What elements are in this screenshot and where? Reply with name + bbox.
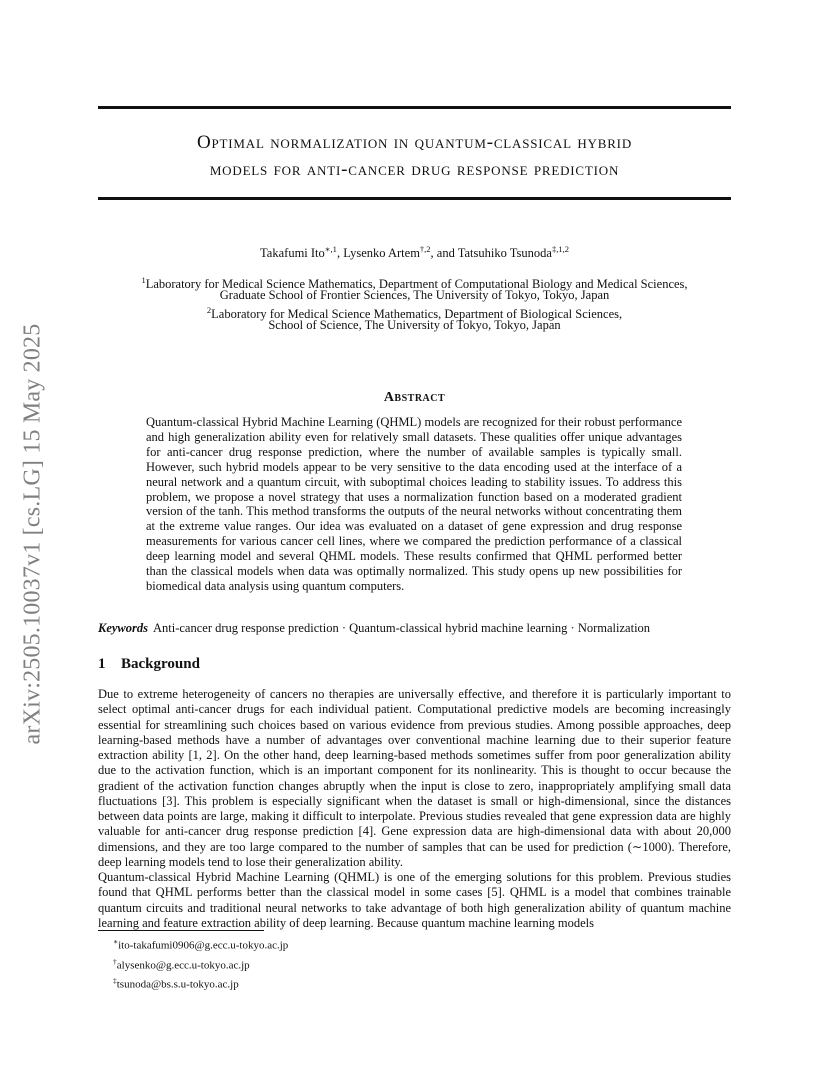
affiliation-2-line-1: $^2$Laboratory for Medical Science Mathematics, Department of Biological Sciences,	[206, 305, 623, 322]
keywords-label: Keywords	[98, 621, 148, 635]
footnote: †alysenko@g.ecc.u-tokyo.ac.jp	[113, 956, 250, 972]
footnote-email: tsunoda@bs.s.u-tokyo.ac.jp	[116, 978, 239, 991]
footnote-email: ito-takafumi0906@g.ecc.u-tokyo.ac.jp	[118, 939, 289, 952]
footnote-email: alysenko@g.ecc.u-tokyo.ac.jp	[116, 959, 250, 972]
author-mark: ∗,1	[324, 244, 337, 254]
author-separator: , and	[430, 246, 458, 261]
affiliation-number: 2	[206, 305, 212, 315]
arxiv-sidebar	[18, 294, 48, 774]
section-heading	[98, 656, 731, 673]
footnote: ‡tsunoda@bs.s.u-tokyo.ac.jp	[113, 976, 239, 991]
author-name: Tatsuhiko Tsunoda	[457, 246, 552, 261]
abstract-heading: Abstract	[383, 390, 446, 405]
section-body	[98, 687, 731, 931]
paper-title-line-1: Optimal normalization in quantum-classical hybrid	[196, 132, 633, 153]
title-bottom-rule	[98, 197, 731, 200]
author-mark: †,2	[419, 244, 431, 254]
keywords-line	[98, 621, 731, 636]
author-list	[98, 241, 731, 261]
footnotes	[113, 934, 288, 993]
section-number: 1	[98, 656, 106, 672]
footnote: ∗ito-takafumi0906@g.ecc.u-tokyo.ac.jp	[113, 937, 289, 952]
keywords-text: Anti-cancer drug response prediction · Quantum-classical hybrid machine learning · Normalization	[153, 621, 651, 635]
affiliation-2-line-2: School of Science, The University of Tokyo, Tokyo, Japan	[268, 318, 561, 332]
author-name: Lysenko Artem	[343, 246, 420, 261]
affiliation-1-line-1: $^1$Laboratory for Medical Science Mathematics, Department of Computational Biology and Medical Sciences,	[141, 275, 688, 292]
footnote-rule	[98, 930, 264, 931]
paper-title-line-2: models for anti-cancer drug response prediction	[209, 159, 620, 180]
title-top-rule	[98, 106, 731, 109]
arxiv-identifier: arXiv:2505.10037v1 [cs.LG] 15 May 2025	[19, 323, 46, 745]
author-name: Takafumi Ito	[260, 246, 325, 261]
author-mark: ‡,1,2	[551, 244, 569, 254]
body-paragraph: Due to extreme heterogeneity of cancers no therapies are universally effective, and therefore it is particularly important to select optimal anti-cancer drugs for each individual patient. Computational predictive models are becoming increasingly essential for streamlining such choices based on various evidence from previous studies. Among possible approaches, deep learning-based methods have a number of advantages over conventional machine learning due to their superior feature extraction ability [1, 2]. On the other hand, deep learning-based methods sometimes suffer from poor generalization ability due to the activation function, which is an important component for its nonlinearity. This is thought to occur because the gradient of the activation function changes abruptly when the input is close to zero, inappropriately amplifying small data fluctuations [3]. This problem is especially significant when the dataset is small or high-dimensional, since the distances between data points are large, making it difficult to interpolate. Previous studies revealed that gene expression data are highly valuable for anti-cancer drug response prediction [4]. Gene expression data are high-dimensional data with about 20,000 dimensions, and they are too large compared to the number of samples that can be used for prediction (∼1000). Therefore, deep learning models tend to lose their generalization ability.	[98, 687, 731, 869]
affiliation-number: 1	[141, 275, 146, 285]
author-separator: ,	[336, 246, 344, 261]
section-title: Background	[121, 656, 200, 672]
affiliation-1-line-2: Graduate School of Frontier Sciences, The University of Tokyo, Tokyo, Japan	[219, 288, 610, 302]
body-paragraph: Quantum-classical Hybrid Machine Learning (QHML) is one of the emerging solutions for this problem. Previous studies found that QHML performs better than the classical model in some cases [5]. QHML is a model that combines trainable quantum circuits and traditional neural networks to take advantage of both high generalization ability of quantum machine learning and feature extraction ability of deep learning. Because quantum machine learning models	[98, 870, 731, 930]
abstract-body: Quantum-classical Hybrid Machine Learning (QHML) models are recognized for their robust performance and high generalization ability even for relatively small datasets. These qualities offer unique advantages for anti-cancer drug response prediction, where the number of available samples is typically small. However, such hybrid models appear to be very sensitive to the data encoding used at the interface of a neural network and a quantum circuit, with suboptimal choices leading to stability issues. To address this problem, we propose a novel strategy that uses a normalization function based on a moderated gradient version of the tanh. This method transforms the outputs of the neural networks without concentrating them at the extreme value ranges. Our idea was evaluated on a dataset of gene expression and drug response measurements for various cancer cell lines, where we compared the prediction performance of a classical deep learning model and several QHML models. These results confirmed that QHML performed better than the classical models when data was optimally normalized. This study opens up new possibilities for biomedical data analysis using quantum computers.	[146, 415, 682, 593]
